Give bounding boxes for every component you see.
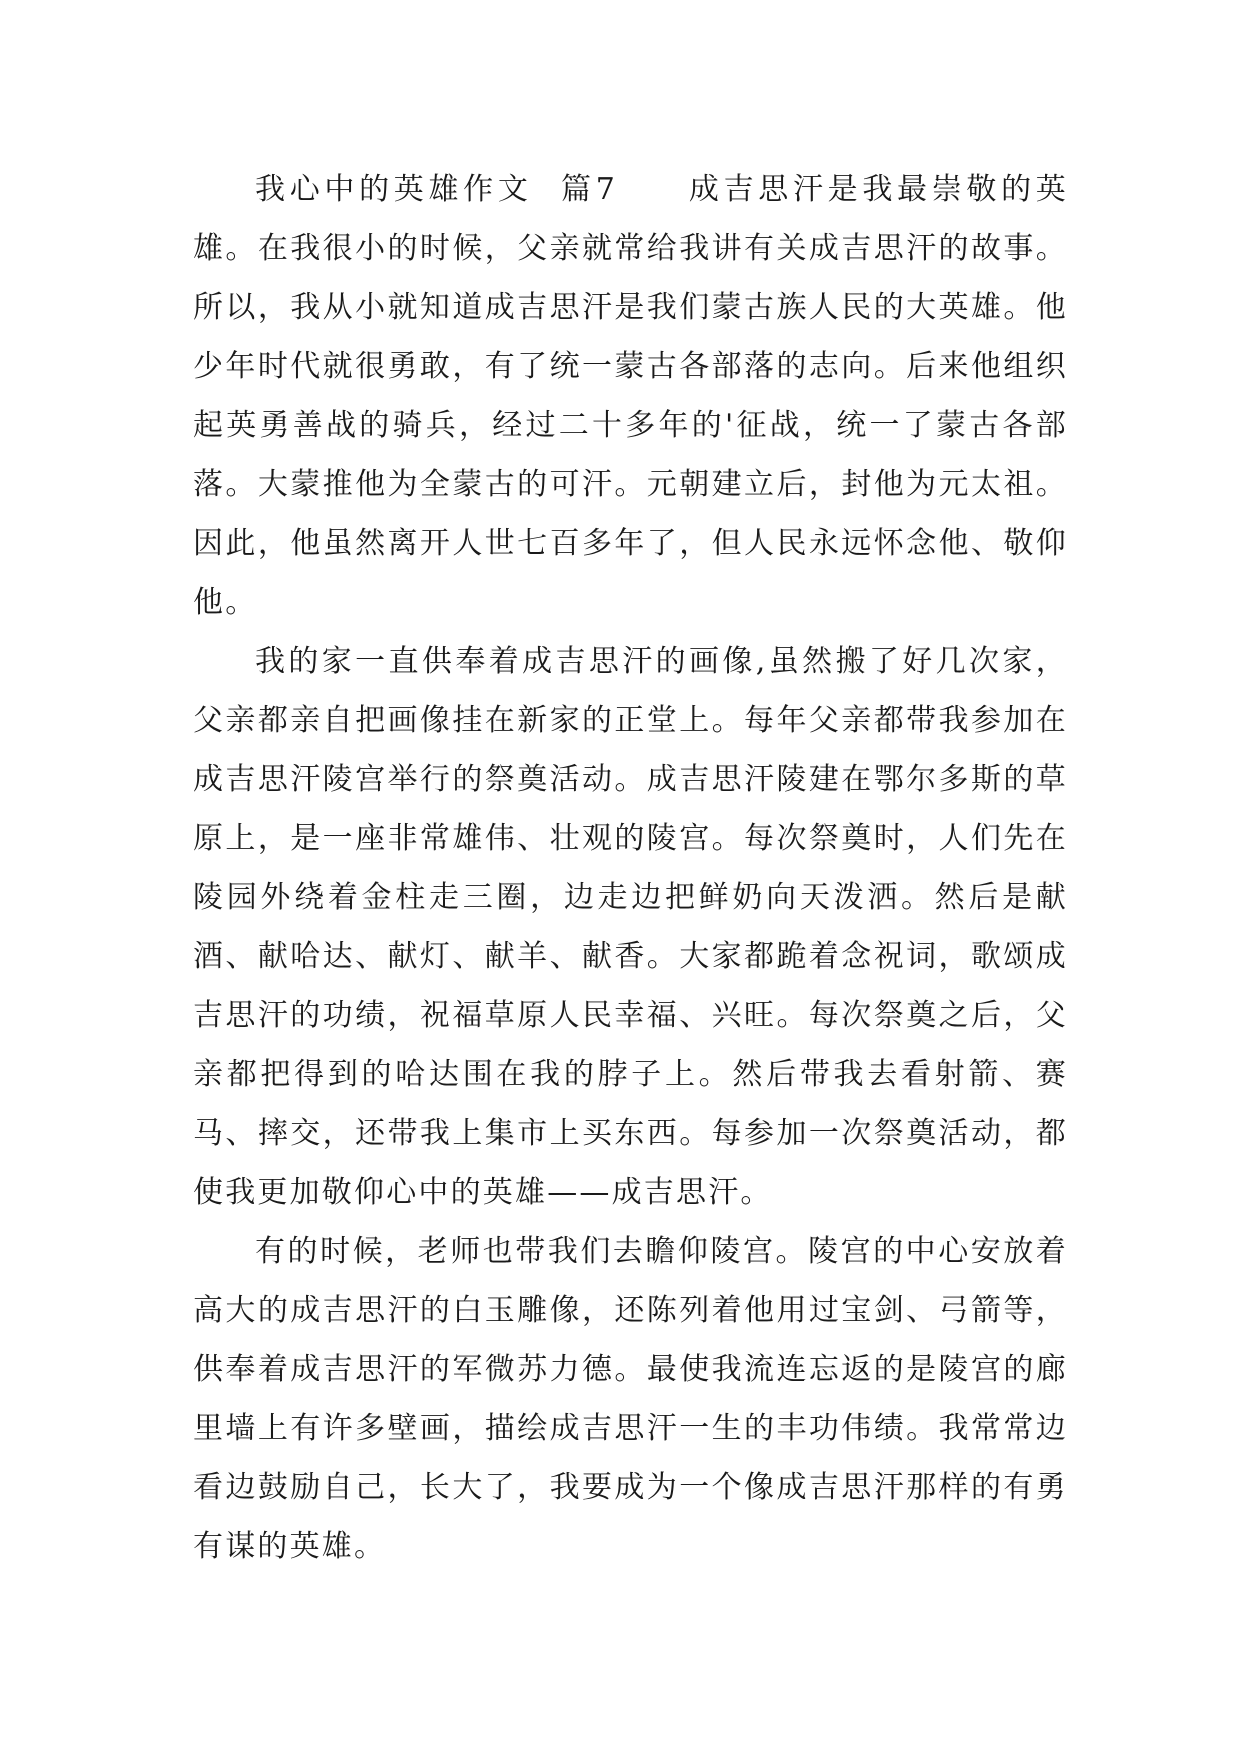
paragraph-1-text: 成吉思汗是我最崇敬的英雄。在我很小的时候，父亲就常给我讲有关成吉思汗的故事。所以，我从小就知道成吉思汗是我们蒙古族人民的大英雄。他少年时代就很勇敢，有了统一蒙古各部落的志向。后来他组织起英勇善战的骑兵，经过二十多年的'征战，统一了蒙古各部落。大蒙推他为全蒙古的可汗。元朝建立后，封他为元太祖。因此，他虽然离开人世七百多年了，但人民永远怀念他、敬仰他。 xyxy=(193,172,1069,620)
paragraph-3: 有的时候，老师也带我们去瞻仰陵宫。陵宫的中心安放着高大的成吉思汗的白玉雕像，还陈列着他用过宝剑、弓箭等，供奉着成吉思汗的军微苏力德。最使我流连忘返的是陵宫的廊里墙上有许多壁画，描绘成吉思汗一生的丰功伟绩。我常常边看边鼓励自己，长大了，我要成为一个像成吉思汗那样的有勇有谋的英雄。 xyxy=(193,1234,1068,1564)
paragraph-2: 我的家一直供奉着成吉思汗的画像,虽然搬了好几次家，父亲都亲自把画像挂在新家的正堂上。每年父亲都带我参加在成吉思汗陵宫举行的祭奠活动。成吉思汗陵建在鄂尔多斯的草原上，是一座非常雄伟、壮观的陵宫。每次祭奠时，人们先在陵园外绕着金柱走三圈，边走边把鲜奶向天泼洒。然后是献酒、献哈达、献灯、献羊、献香。大家都跪着念祝词，歌颂成吉思汗的功绩，祝福草原人民幸福、兴旺。每次祭奠之后，父亲都把得到的哈达围在我的脖子上。然后带我去看射箭、赛马、摔交，还带我上集市上买东西。每参加一次祭奠活动，都使我更加敬仰心中的英雄——成吉思汗。 xyxy=(193,644,1068,1210)
article-title: 我心中的英雄作文 篇7 xyxy=(255,172,617,207)
paragraph-1 xyxy=(193,160,1068,632)
title-gap xyxy=(617,172,689,207)
article-body xyxy=(193,160,1068,1576)
